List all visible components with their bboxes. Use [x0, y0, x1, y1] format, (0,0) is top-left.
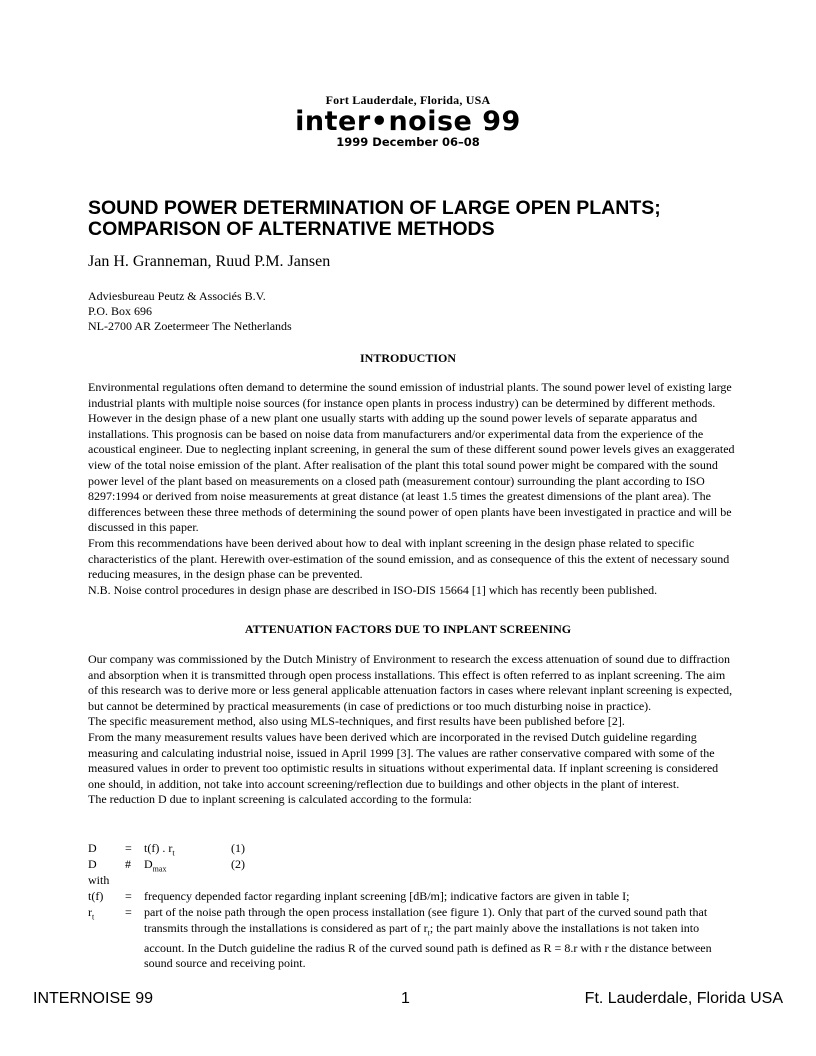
conference-logo: inter•noise 99 — [295, 106, 521, 137]
formula-lhs: D — [88, 857, 97, 871]
definition-equals: = — [125, 905, 132, 919]
formula-number: (2) — [231, 857, 245, 871]
paper-title: SOUND POWER DETERMINATION OF LARGE OPEN PLANTS; COMPARISON OF ALTERNATIVE METHODS — [88, 197, 661, 240]
section-heading-attenuation: ATTENUATION FACTORS DUE TO INPLANT SCREENING — [244, 622, 572, 636]
definition-equals: = — [125, 889, 132, 903]
formula-lhs: D — [88, 841, 97, 855]
section-heading-introduction: INTRODUCTION — [359, 351, 456, 365]
paragraph: The specific measurement method, also using MLS-techniques, and first results have been published before [2]. — [88, 714, 625, 729]
definition-symbol: t(f) — [88, 889, 104, 903]
formula-rhs: $D_{max}$ — [144, 857, 167, 874]
paragraph: N.B. Noise control procedures in design phase are described in ISO-DIS 15664 [1] which has recently been published. — [88, 582, 658, 597]
definition-text: frequency depended factor regarding inplant screening [dB/m]; indicative factors are given in table I; — [144, 889, 630, 903]
authors: Jan H. Granneman, Ruud P.M. Jansen — [88, 253, 331, 270]
conference-location: Fort Lauderdale, Florida, USA — [325, 93, 491, 107]
paragraph: The reduction D due to inplant screening is calculated according to the formula: — [88, 792, 472, 807]
introduction-body — [88, 380, 738, 598]
definition-symbol: $r_t$ — [88, 905, 95, 922]
definition-tf — [88, 889, 738, 905]
affiliation-line: NL-2700 AR Zoetermeer The Netherlands — [88, 319, 292, 333]
paragraph: From the many measurement results values have been derived which are incorporated in the revised Dutch guideline regarding measuring and calculating industrial noise, issued in April 1999 [3]. The values are rather conservative compared with some of the measured values in order to prevent too optimistic results in situations without experimental data. If inplant screening is considered one should, in addition, not take into account screening/reflection due to buildings and other objects in the plant of interest. — [88, 729, 719, 791]
formula-rhs: t(f) . $r_t$ — [144, 841, 175, 858]
affiliation-line: P.O. Box 696 — [88, 304, 153, 318]
paragraph: Environmental regulations often demand to determine the sound emission of industrial plants. The sound power level of existing large industrial plants with multiple noise sources (for instance open plants in process industry) can be determined by different methods. However in the design phase of a new plant one usually starts with adding up the sound power levels of separate apparatus and installations. This prognosis can be based on noise data from manufacturers and/or experimental data from the experience of the acoustical engineer. Due to neglecting inplant screening, in general the sum of these different sound power levels gives an exaggerated view of the total noise emission of the plant. After realisation of the plant this total sound power might be compared with the sound power level of the plant based on measurements on a closed path (measurement contour) surrounding the plant according to ISO 8297:1994 or derived from noise measurements at great distance (at least 1.5 times the greatest dimensions of the plant area). The differences between these three methods of determining the sound power of open plants have been investigated in practice and will be discussed in this paper. — [88, 380, 735, 535]
definition-rt — [88, 905, 738, 972]
footer-conference: INTERNOISE 99 — [33, 990, 154, 1007]
footer-location: Ft. Lauderdale, Florida USA — [584, 990, 783, 1007]
paragraph: Our company was commissioned by the Dutch Ministry of Environment to research the excess attenuation of sound due to diffraction and absorption when it is transmitted through open process installations. This effect is often referred to as inplant screening. The aim of this research was to derive more or less general applicable attenuation factors in cases where relevant inplant screening is expected, but cannot be determined by practical measurements (in case of predictions or too much disturbing noise in practice). — [88, 652, 733, 713]
formula-operator: # — [125, 857, 131, 871]
definition-text: part of the noise path through the open process installation (see figure 1). Only that part of the curved sound path that transmits through the installations is considered as part of $r_t$; the part mainly above the installations is not taken into account. In the Dutch guideline the radius R of the curved sound path is defined as R = 8.r with r the distance between sound source and receiving point. — [144, 905, 712, 971]
attenuation-body — [88, 652, 738, 808]
formula-number: (1) — [231, 841, 245, 855]
affiliation — [88, 289, 292, 334]
conference-header — [0, 93, 816, 149]
formula-operator: = — [125, 841, 132, 855]
affiliation-line: Adviesbureau Peutz & Associés B.V. — [88, 289, 266, 303]
paragraph: From this recommendations have been derived about how to deal with inplant screening in the design phase related to specific characteristics of the plant. Herewith over-estimation of the sound emission, and as consequence of this the extent of necessary sound reducing measures, in the design phase can be prevented. — [88, 535, 730, 582]
conference-date: 1999 December 06–08 — [336, 135, 480, 149]
page-number: 1 — [401, 990, 410, 1007]
